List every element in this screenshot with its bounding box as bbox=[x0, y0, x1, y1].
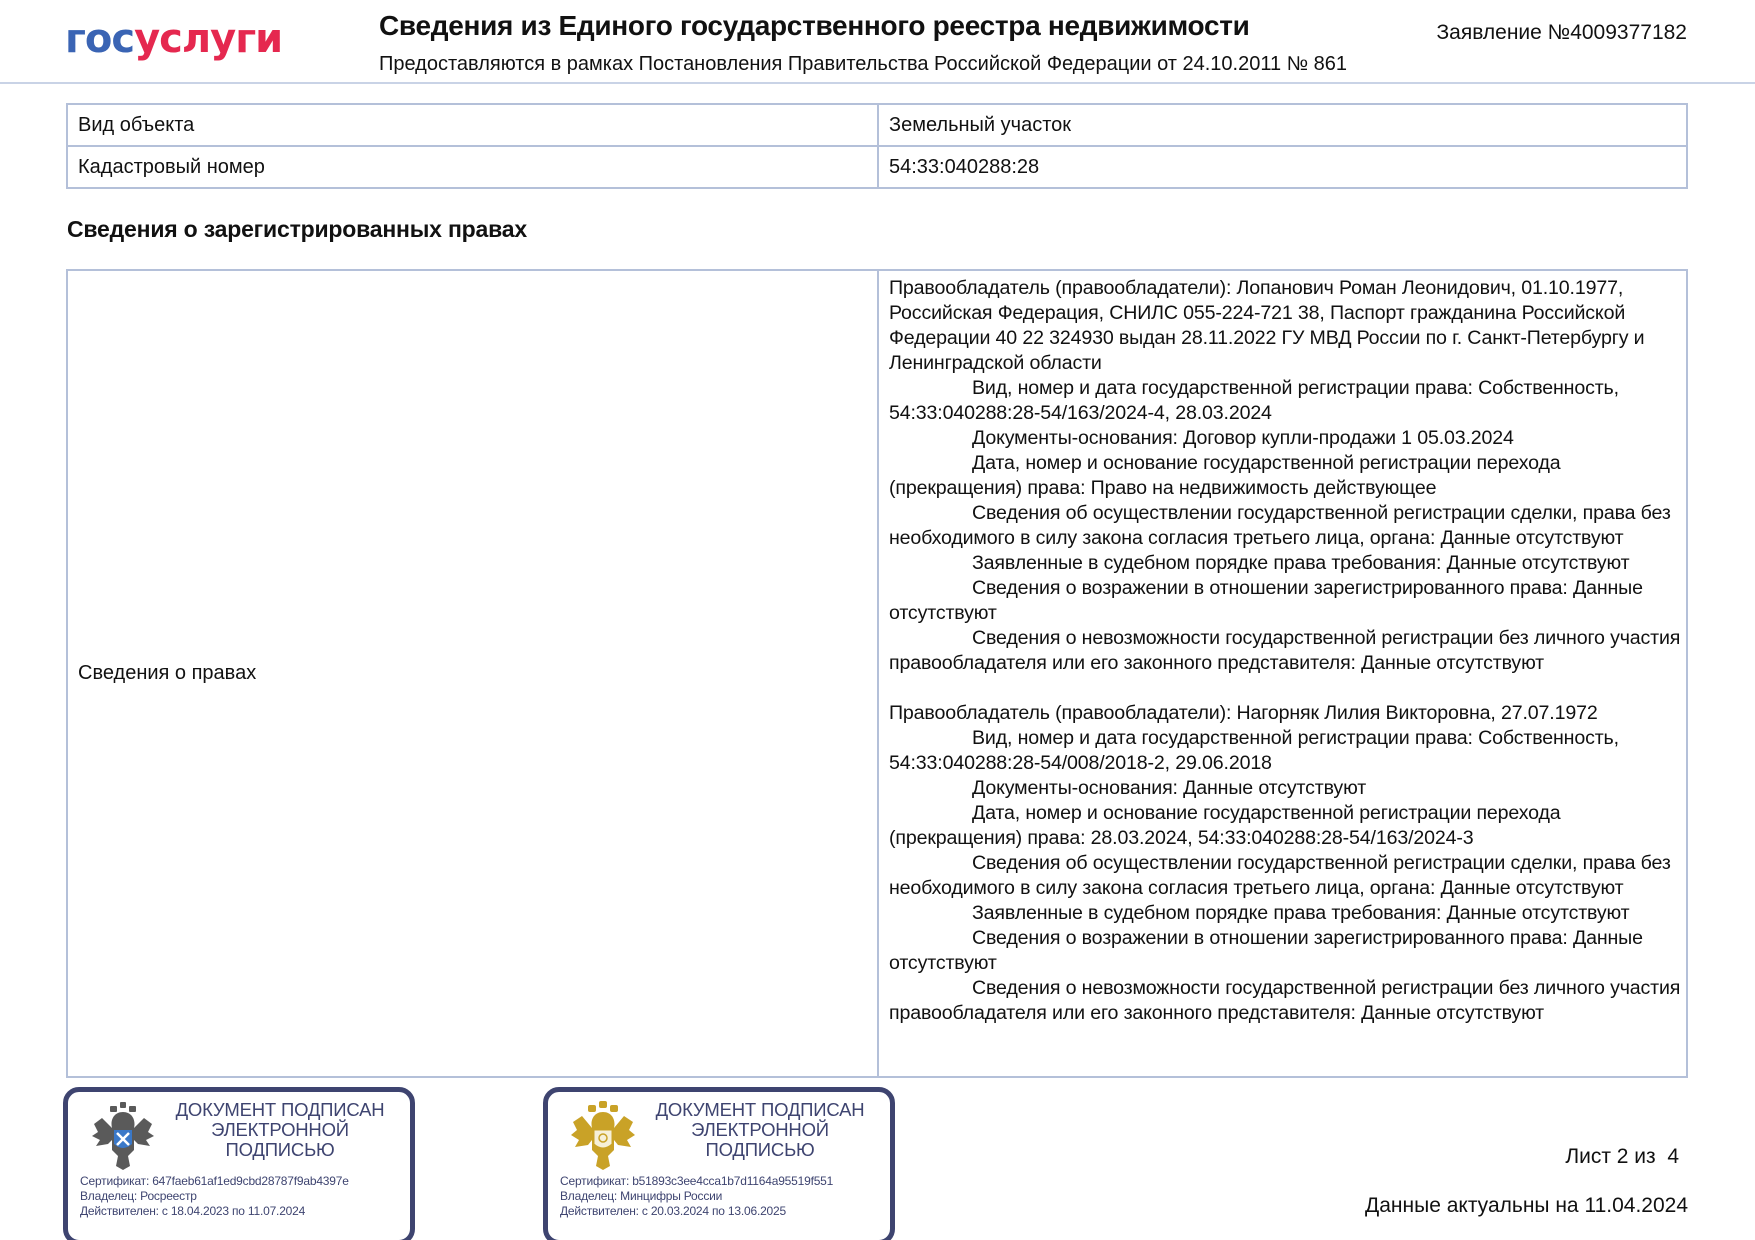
deal-info: Сведения об осуществлении государственной регистрации сделки, права без необходимого в силу закона согласия третьего лица, органа: Данные отсутствуют bbox=[889, 502, 1671, 549]
stamp-heading bbox=[160, 1100, 400, 1160]
basis-documents: Документы-основания: Договор купли-продажи 1 05.03.2024 bbox=[972, 427, 1514, 449]
object-info-table bbox=[66, 103, 1688, 189]
objection-info: Сведения о возражении в отношении зарегистрированного права: Данные отсутствуют bbox=[889, 927, 1643, 974]
page-counter: Лист 2 из 4 bbox=[1565, 1145, 1679, 1168]
logo-part-gos: гос bbox=[65, 16, 135, 62]
e-signature-stamp-mintsifry bbox=[543, 1087, 895, 1240]
claims-info: Заявленные в судебном порядке права требования: Данные отсутствуют bbox=[972, 902, 1630, 924]
table-row bbox=[67, 146, 1687, 188]
rights-table bbox=[66, 269, 1688, 1078]
rosreestr-eagle-emblem-icon bbox=[90, 1100, 156, 1172]
stamp-heading-line: ДОКУМЕНТ ПОДПИСАН bbox=[655, 1099, 865, 1120]
cadastral-number-label: Кадастровый номер bbox=[67, 146, 878, 188]
stamp-heading-line: ЭЛЕКТРОННОЙ bbox=[691, 1119, 829, 1140]
table-row bbox=[67, 270, 1687, 1077]
logo-part-uslugi: услуги bbox=[134, 16, 283, 62]
rights-label: Сведения о правах bbox=[67, 270, 878, 1077]
cadastral-number-value: 54:33:040288:28 bbox=[878, 146, 1687, 188]
stamp-details bbox=[80, 1174, 349, 1219]
deal-info: Сведения об осуществлении государственной регистрации сделки, права без необходимого в силу закона согласия третьего лица, органа: Данные отсутствуют bbox=[889, 852, 1671, 899]
stamp-heading-line: ДОКУМЕНТ ПОДПИСАН bbox=[175, 1099, 385, 1120]
stamp-owner: Владелец: Росреестр bbox=[80, 1189, 197, 1203]
basis-documents: Документы-основания: Данные отсутствуют bbox=[972, 777, 1367, 799]
document-header bbox=[0, 0, 1755, 84]
holder-info: Правообладатель (правообладатели): Лопанович Роман Леонидович, 01.10.1977, Российская Федерация, СНИЛС 055-224-721 38, Паспорт гражданина Российской Федерации 40 22 324930 выдан 28.11.2022 ГУ МВД России по г. Санкт-Петербургу и Ленинградской области bbox=[889, 277, 1645, 374]
stamp-details bbox=[560, 1174, 833, 1219]
section-title-registered-rights: Сведения о зарегистрированных правах bbox=[67, 216, 527, 242]
claims-info: Заявленные в судебном порядке права требования: Данные отсутствуют bbox=[972, 552, 1630, 574]
data-actual-date: Данные актуальны на 11.04.2024 bbox=[1365, 1194, 1688, 1217]
table-row bbox=[67, 104, 1687, 146]
document-title: Сведения из Единого государственного реестра недвижимости bbox=[379, 10, 1250, 41]
holder-info: Правообладатель (правообладатели): Нагорняк Лилия Викторовна, 27.07.1972 bbox=[889, 702, 1598, 724]
stamp-certificate: Сертификат: 647faeb61af1ed9cbd28787f9ab4397e bbox=[80, 1174, 349, 1188]
stamp-heading-line: ЭЛЕКТРОННОЙ bbox=[211, 1119, 349, 1140]
spacer bbox=[889, 676, 1684, 701]
impossibility-info: Сведения о невозможности государственной регистрации без личного участия правообладателя или его законного представителя: Данные отсутствуют bbox=[889, 977, 1681, 1024]
transfer-info: Дата, номер и основание государственной регистрации перехода (прекращения) права: 28.03.2024, 54:33:040288:28-54/163/2024-3 bbox=[889, 802, 1561, 849]
russian-coat-of-arms-icon bbox=[570, 1100, 636, 1172]
stamp-heading bbox=[640, 1100, 880, 1160]
registration-info: Вид, номер и дата государственной регистрации права: Собственность, 54:33:040288:28-54/008/2018-2, 29.06.2018 bbox=[889, 727, 1619, 774]
stamp-validity: Действителен: с 18.04.2023 по 11.07.2024 bbox=[80, 1204, 306, 1218]
rights-holder-block-2 bbox=[889, 701, 1684, 1026]
object-type-value: Земельный участок bbox=[878, 104, 1687, 146]
objection-info: Сведения о возражении в отношении зарегистрированного права: Данные отсутствуют bbox=[889, 577, 1643, 624]
stamp-heading-line: ПОДПИСЬЮ bbox=[225, 1139, 335, 1160]
gosuslugi-logo bbox=[65, 14, 282, 64]
e-signature-stamp-rosreestr bbox=[63, 1087, 415, 1240]
stamp-heading-line: ПОДПИСЬЮ bbox=[705, 1139, 815, 1160]
registration-info: Вид, номер и дата государственной регистрации права: Собственность, 54:33:040288:28-54/163/2024-4, 28.03.2024 bbox=[889, 377, 1619, 424]
object-type-label: Вид объекта bbox=[67, 104, 878, 146]
impossibility-info: Сведения о невозможности государственной регистрации без личного участия правообладателя или его законного представителя: Данные отсутствуют bbox=[889, 627, 1681, 674]
document-subtitle: Предоставляются в рамках Постановления Правительства Российской Федерации от 24.10.2011 № 861 bbox=[379, 53, 1348, 75]
application-number: Заявление №4009377182 bbox=[1436, 21, 1687, 44]
rights-details bbox=[878, 270, 1687, 1077]
transfer-info: Дата, номер и основание государственной регистрации перехода (прекращения) права: Право на недвижимость действующее bbox=[889, 452, 1561, 499]
rights-holder-block-1 bbox=[889, 276, 1684, 676]
stamp-owner: Владелец: Минцифры России bbox=[560, 1189, 723, 1203]
stamp-validity: Действителен: с 20.03.2024 по 13.06.2025 bbox=[560, 1204, 786, 1218]
stamp-certificate: Сертификат: b51893c3ee4cca1b7d1164a95519f551 bbox=[560, 1174, 834, 1188]
